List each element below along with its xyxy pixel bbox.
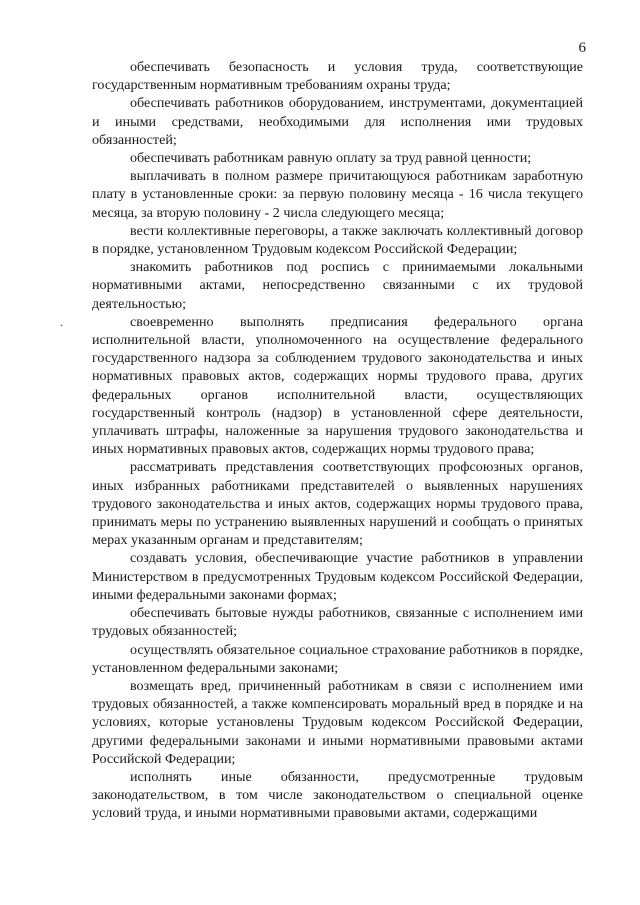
- paragraph-domestic-needs: обеспечивать бытовые нужды работников, связанные с исполнением ими трудовых обязанностей;: [92, 605, 583, 640]
- paragraph-participation: создавать условия, обеспечивающие участие работников в управлении Министерством в предусмотренных Трудовым кодексом Российской Федерации, иными федеральными законами формах;: [92, 550, 583, 603]
- paragraph-orders: своевременно выполнять предписания федерального органа исполнительной власти, уполномоченного на осуществление федерального государственного надзора за соблюдением трудового законодательства и иных нормативных правовых актов, содержащих нормы трудового права, других федеральных органов исполнительной власти, осуществляющих государственный контроль (надзор) в установленной сфере деятельности, уплачивать штрафы, наложенные за нарушения трудового законодательства и иных нормативных правовых актов, содержащих нормы трудового права;: [92, 313, 583, 458]
- paragraph-safety: обеспечивать безопасность и условия труда, соответствующие государственным нормативным требованиям охраны труда;: [92, 59, 583, 94]
- margin-mark: .: [60, 315, 63, 329]
- paragraph-social-insurance: осуществлять обязательное социальное страхование работников в порядке, установленном федеральными законами;: [92, 641, 583, 676]
- document-body: [92, 58, 583, 823]
- paragraph-collective-bargaining: вести коллективные переговоры, а также заключать коллективный договор в порядке, установленном Трудовым кодексом Российской Федерации;: [92, 222, 583, 258]
- page-number: 6: [578, 40, 586, 56]
- paragraph-wages: выплачивать в полном размере причитающуюся работникам заработную плату в установленные сроки: за первую половину месяца - 16 числа текущего месяца, за вторую половину - 2 числа следующего месяца;: [92, 168, 583, 221]
- paragraph-compensation: возмещать вред, причиненный работникам в связи с исполнением ими трудовых обязанностей, а также компенсировать моральный вред в порядке и на условиях, которые установлены Трудовым кодексом Российской Федерации, другими федеральными законами и иными нормативными правовыми актами Российской Федерации;: [92, 677, 583, 767]
- paragraph-local-acts: знакомить работников под роспись с принимаемыми локальными нормативными актами, непосредственно связанными с их трудовой деятельностью;: [92, 259, 583, 312]
- paragraph-equal-pay: обеспечивать работникам равную оплату за труд равной ценности;: [130, 150, 532, 167]
- paragraph-equipment: обеспечивать работников оборудованием, инструментами, документацией и иными средствами, необходимыми для исполнения ими трудовых обязанностей;: [92, 95, 583, 148]
- paragraph-union-submissions: рассматривать представления соответствующих профсоюзных органов, иных избранных работниками представителей о выявленных нарушениях трудового законодательства и иных актов, содержащих нормы трудового права, принимать меры по устранению выявленных нарушений и сообщать о принятых мерах указанным органам и представителям;: [92, 459, 583, 549]
- paragraph-other-duties: исполнять иные обязанности, предусмотренные трудовым законодательством, в том числе законодательством о специальной оценке условий труда, и иными нормативными правовыми актами, содержащими: [92, 768, 583, 822]
